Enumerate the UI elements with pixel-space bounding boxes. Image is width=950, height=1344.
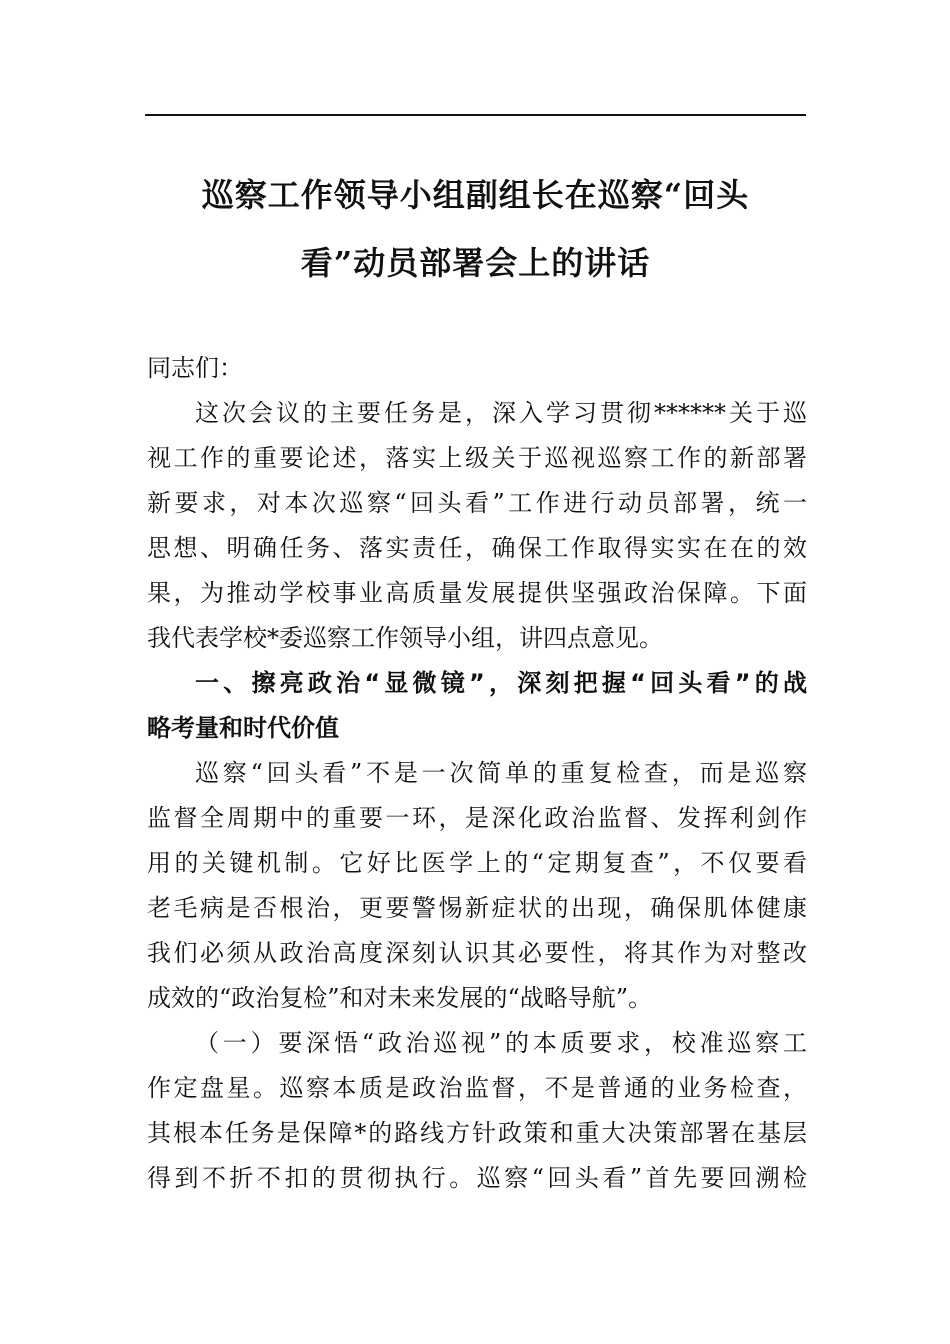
paragraph-line: 巡察“回头看”不是一次简单的重复检查，而是巡察	[195, 759, 807, 787]
paragraph-line: 用的关键机制。它好比医学上的“定期复查”，不仅要看	[147, 849, 807, 877]
paragraph-line: 新要求，对本次巡察“回头看”工作进行动员部署，统一	[147, 489, 807, 517]
paragraph-line: 其根本任务是保障*的路线方针政策和重大决策部署在基层	[147, 1119, 807, 1147]
paragraph-line: 我代表学校*委巡察工作领导小组，讲四点意见。	[147, 624, 663, 652]
section-heading-line: 略考量和时代价值	[147, 714, 339, 742]
title-line-1: 巡察工作领导小组副组长在巡察“回头	[201, 176, 750, 214]
paragraph-line: 思想、明确任务、落实责任，确保工作取得实实在在的效	[147, 534, 807, 562]
paragraph-line: 视工作的重要论述，落实上级关于巡视巡察工作的新部署	[147, 444, 807, 472]
paragraph-line: 作定盘星。巡察本质是政治监督，不是普通的业务检查，	[147, 1074, 807, 1102]
paragraph-line: 老毛病是否根治，更要警惕新症状的出现，确保肌体健康	[147, 894, 807, 922]
paragraph-line: 这次会议的主要任务是，深入学习贯彻******关于巡	[195, 399, 807, 427]
paragraph-line: 成效的“政治复检”和对未来发展的“战略导航”。	[147, 984, 653, 1012]
paragraph-line: 我们必须从政治高度深刻认识其必要性，将其作为对整改	[147, 939, 807, 967]
title-line-2: 看”动员部署会上的讲话	[300, 244, 651, 282]
paragraph-line: （一）要深悟“政治巡视”的本质要求，校准巡察工	[195, 1029, 807, 1057]
salutation: 同志们：	[147, 354, 243, 382]
section-heading-line: 一、擦亮政治“显微镜”，深刻把握“回头看”的战	[195, 669, 807, 697]
header-rule	[145, 114, 806, 116]
paragraph-line: 得到不折不扣的贯彻执行。巡察“回头看”首先要回溯检	[147, 1164, 807, 1192]
paragraph-line: 监督全周期中的重要一环，是深化政治监督、发挥利剑作	[147, 804, 807, 832]
paragraph-line: 果，为推动学校事业高质量发展提供坚强政治保障。下面	[147, 579, 807, 607]
